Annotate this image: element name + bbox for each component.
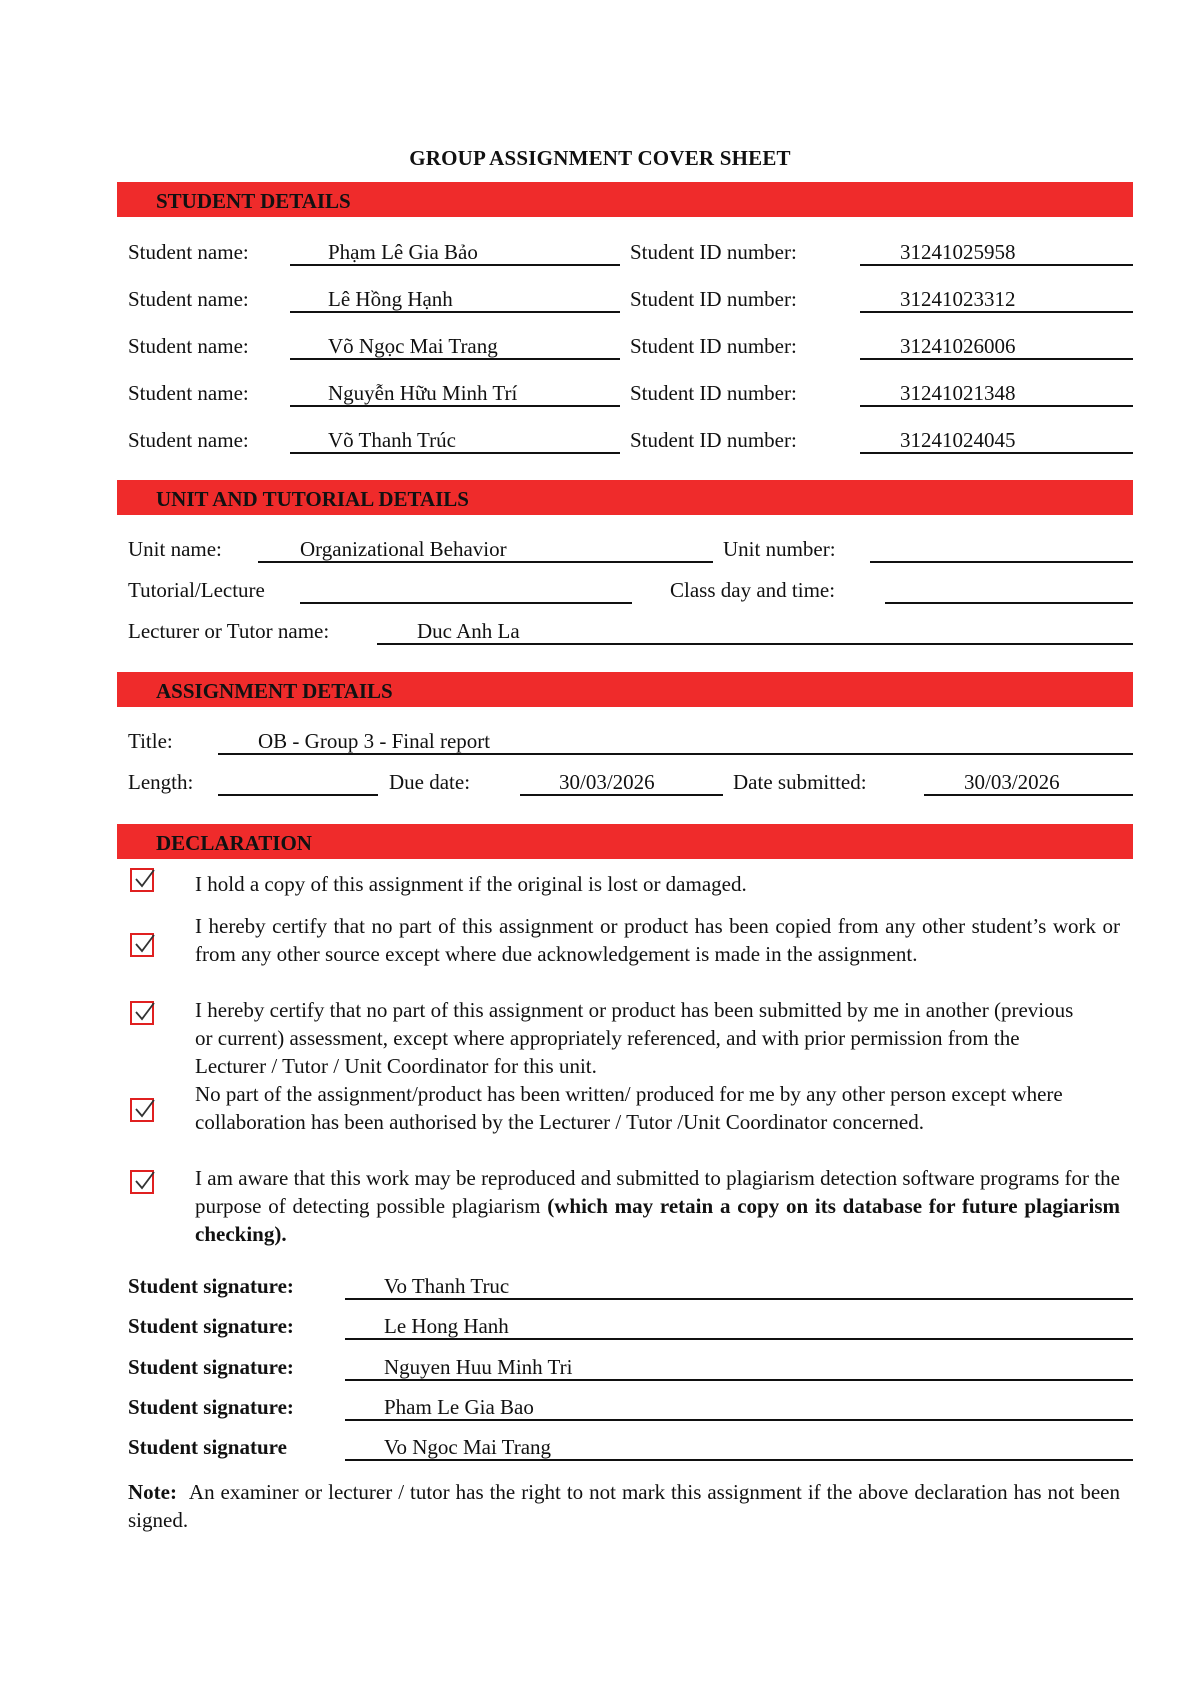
signature-label: Student signature: (128, 1395, 294, 1419)
check-icon (133, 1098, 155, 1120)
lecturer-label: Lecturer or Tutor name: (128, 619, 330, 643)
declaration-item-bold-text: (which may retain a copy on its database for future plagiarism checking). (195, 1194, 1120, 1246)
signature-label: Student signature (128, 1435, 287, 1459)
section-header-assignment-details (117, 672, 1133, 707)
student-name-label: Student name: (128, 240, 249, 264)
due-date-label: Due date: (389, 770, 471, 794)
signature-label: Student signature: (128, 1274, 294, 1298)
class-day-line (885, 602, 1133, 604)
check-icon (133, 868, 155, 890)
student-id-field[interactable]: 31241023312 (900, 287, 1016, 311)
declaration-item: I hereby certify that no part of this assignment or product has been copied from any other student’s work or from any other source except where due acknowledgement is made in the assignment. (195, 914, 1120, 966)
declaration-item-text: I am aware that this work may be reproduced and submitted to plagiarism detection software programs for the purpose of detecting possible plagiarism (195, 1166, 1120, 1218)
check-icon (133, 1001, 155, 1023)
student-name-label: Student name: (128, 381, 249, 405)
due-date-field[interactable]: 30/03/2026 (559, 770, 655, 794)
note-text: An examiner or lecturer / tutor has the right to not mark this assignment if the above declaration has not been signed. (128, 1480, 1120, 1532)
student-id-label: Student ID number: (630, 334, 797, 358)
declaration-checkbox[interactable] (130, 1001, 154, 1025)
student-name-field[interactable]: Võ Ngọc Mai Trang (328, 334, 498, 358)
declaration-item: I hold a copy of this assignment if the original is lost or damaged. (195, 872, 747, 896)
check-icon (133, 1170, 155, 1192)
signature-field[interactable]: Pham Le Gia Bao (384, 1395, 534, 1419)
declaration-checkbox[interactable] (130, 1098, 154, 1122)
tutorial-line (300, 602, 632, 604)
title-field[interactable]: OB - Group 3 - Final report (258, 729, 491, 753)
signature-label: Student signature: (128, 1355, 294, 1379)
declaration-item: No part of the assignment/product has been written/ produced for me by any other person except where collaboration has been authorised by the Lecturer / Tutor /Unit Coordinator concerned. (195, 1082, 1063, 1134)
length-line (218, 794, 378, 796)
declaration-item: I hereby certify that no part of this assignment or product has been submitted by me in another (previous or current) assessment, except where appropriately referenced, and with prior permission from the Lecturer / Tutor / Unit Coordinator for this unit. (195, 998, 1074, 1078)
declaration-checkbox[interactable] (130, 868, 154, 892)
student-id-label: Student ID number: (630, 381, 797, 405)
declaration-checkbox[interactable] (130, 1170, 154, 1194)
signature-field[interactable]: Vo Thanh Truc (384, 1274, 510, 1298)
student-id-field[interactable]: 31241024045 (900, 428, 1016, 452)
tutorial-label: Tutorial/Lecture (128, 578, 265, 602)
unit-name-label: Unit name: (128, 537, 222, 561)
signature-field[interactable]: Nguyen Huu Minh Tri (384, 1355, 573, 1379)
date-submitted-label: Date submitted: (733, 770, 867, 794)
signature-field[interactable]: Vo Ngoc Mai Trang (384, 1435, 552, 1459)
student-id-label: Student ID number: (630, 287, 797, 311)
student-name-field[interactable]: Phạm Lê Gia Bảo (328, 240, 478, 264)
section-header-label: ASSIGNMENT DETAILS (156, 679, 393, 703)
student-name-label: Student name: (128, 287, 249, 311)
student-name-field[interactable]: Nguyễn Hữu Minh Trí (328, 381, 518, 405)
section-header-student-details (117, 182, 1133, 217)
note (128, 1478, 1120, 1534)
section-header-label: UNIT AND TUTORIAL DETAILS (156, 487, 469, 511)
declaration-checkbox[interactable] (130, 933, 154, 957)
section-header-declaration (117, 824, 1133, 859)
declaration-item (195, 1164, 1120, 1248)
unit-name-field[interactable]: Organizational Behavior (300, 537, 507, 561)
unit-number-label: Unit number: (723, 537, 836, 561)
student-id-field[interactable]: 31241026006 (900, 334, 1016, 358)
check-icon (133, 933, 155, 955)
note-label: Note: (128, 1480, 177, 1504)
section-header-unit-details (117, 480, 1133, 515)
class-day-label: Class day and time: (670, 578, 836, 602)
student-id-field[interactable]: 31241021348 (900, 381, 1016, 405)
page-title: GROUP ASSIGNMENT COVER SHEET (409, 146, 791, 170)
student-name-field[interactable]: Võ Thanh Trúc (328, 428, 456, 452)
student-name-field[interactable]: Lê Hồng Hạnh (328, 287, 453, 311)
student-id-field[interactable]: 31241025958 (900, 240, 1016, 264)
student-id-label: Student ID number: (630, 240, 797, 264)
section-header-label: DECLARATION (156, 831, 312, 855)
title-label: Title: (128, 729, 173, 753)
lecturer-field[interactable]: Duc Anh La (417, 619, 520, 643)
student-name-label: Student name: (128, 334, 249, 358)
section-header-label: STUDENT DETAILS (156, 189, 351, 213)
student-id-label: Student ID number: (630, 428, 797, 452)
student-name-label: Student name: (128, 428, 249, 452)
date-submitted-field[interactable]: 30/03/2026 (964, 770, 1060, 794)
signature-field[interactable]: Le Hong Hanh (384, 1314, 509, 1338)
length-label: Length: (128, 770, 194, 794)
signature-label: Student signature: (128, 1314, 294, 1338)
unit-number-line (870, 561, 1133, 563)
